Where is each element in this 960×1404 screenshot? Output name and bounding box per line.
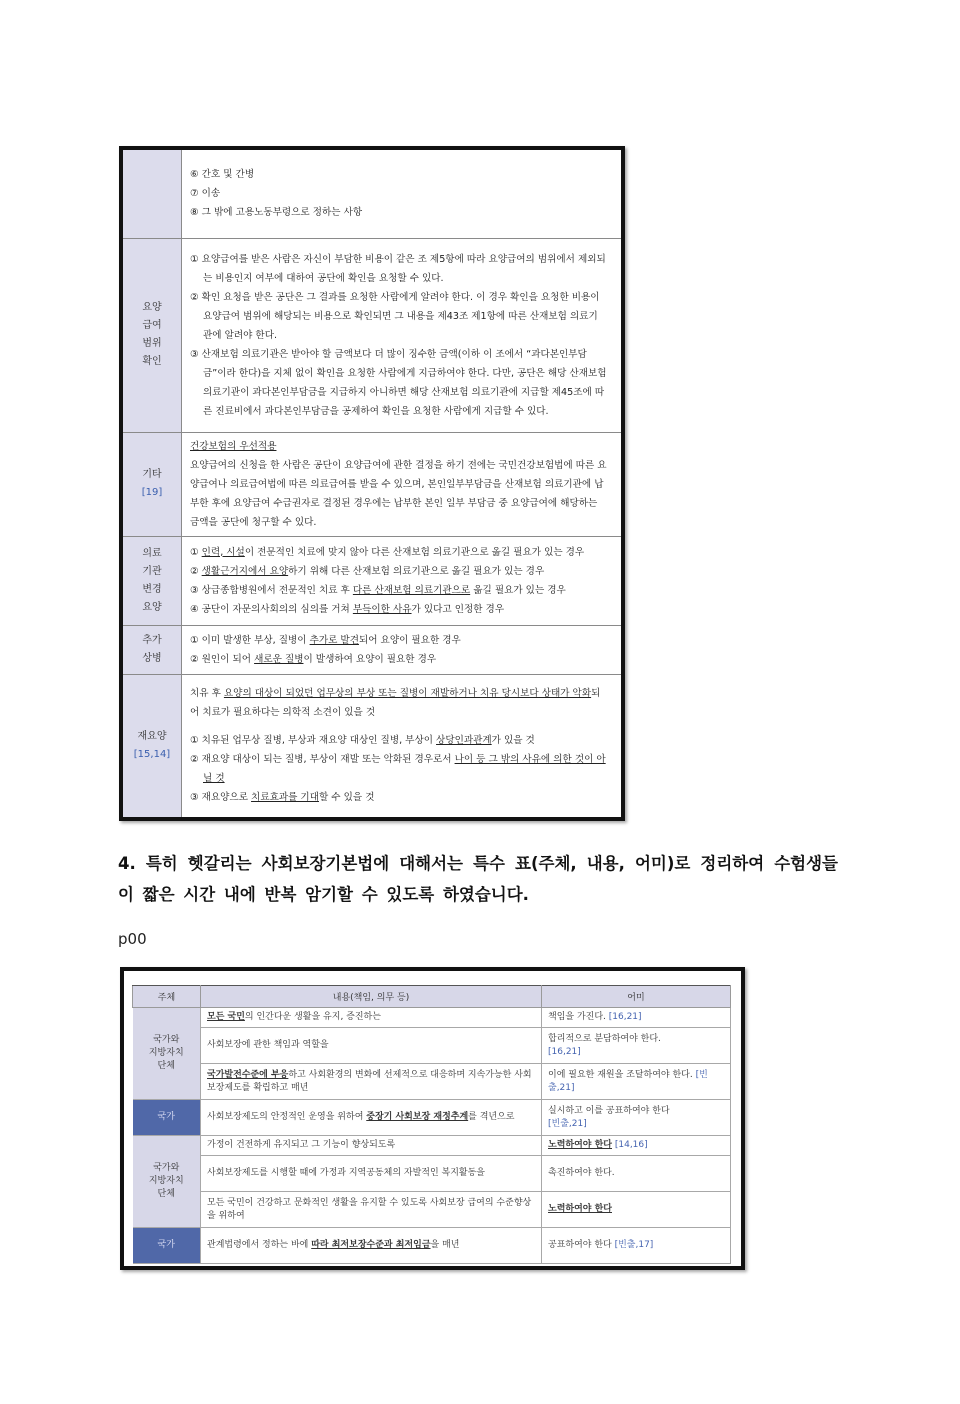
- row-label: 요양 급여 범위 확인: [123, 238, 182, 432]
- table-row: [123, 432, 621, 536]
- table-header-row: [133, 986, 731, 1008]
- ending-cell: 노력하여야 한다 [14,16]: [542, 1136, 731, 1156]
- medical-benefit-table: [123, 150, 621, 817]
- column-header: 내용(책임, 의무 등): [201, 986, 542, 1008]
- subject-cell: 국가: [133, 1228, 201, 1264]
- ending-cell: 이에 필요한 재원을 조달하여야 한다. [빈출,21]: [542, 1064, 731, 1100]
- table-row: [133, 1136, 731, 1156]
- ending-cell: 공표하여야 한다 [빈출,17]: [542, 1228, 731, 1264]
- ending-cell: 합리적으로 분담하여야 한다. [16,21]: [542, 1028, 731, 1064]
- section-heading: 건강보험의 우선적용: [190, 440, 277, 452]
- social-security-table-image: [120, 967, 745, 1270]
- table-row: [123, 625, 621, 674]
- ending-cell: 실시하고 이를 공표하여야 한다 [빈출,21]: [542, 1100, 731, 1136]
- table-row: [133, 1156, 731, 1192]
- citation: [15,14]: [133, 748, 171, 760]
- column-header: 어미: [542, 986, 731, 1008]
- row-label: 재요양 [15,14]: [123, 674, 182, 817]
- content-cell: 가정이 건전하게 유지되고 그 기능이 향상되도록: [201, 1136, 542, 1156]
- subject-content-ending-table: [132, 985, 731, 1264]
- content-cell: 국가발전수준에 부응하고 사회환경의 변화에 선제적으로 대응하며 지속가능한 사회보장제도를 확립하고 매년: [201, 1064, 542, 1100]
- table-row: [123, 150, 621, 238]
- table-row: [133, 1008, 731, 1028]
- content-cell: 사회보장제도를 시행할 때에 가정과 지역공동체의 자발적인 복지활동을: [201, 1156, 542, 1192]
- row-content: ⑥ 간호 및 간병 ⑦ 이송 ⑧ 그 밖에 고용노동부령으로 정하는 사항: [182, 150, 622, 238]
- table-row: [133, 1192, 731, 1228]
- table-row: [133, 1064, 731, 1100]
- row-content: ① 이미 발생한 부상, 질병이 추가로 발견되어 요양이 필요한 경우 ② 원인이 되어 새로운 질병이 발생하여 요양이 필요한 경우: [182, 625, 622, 674]
- row-content: ① 요양급여를 받은 사람은 자신이 부담한 비용이 같은 조 제5항에 따라 요양급여의 범위에서 제외되는 비용인지 여부에 대하여 공단에 확인을 요청할 수 있다. ② 확인 요청을 받은 공단은 그 결과를 요청한 사람에게 알려야 한다. 이 경우 확인을 요청한 비용이 요양급여 범위에 해당되는 비용으로 확인되면 그 내용을 제43조 제1항에 따른 산재보험 의료기관에 알려야 한다. ③ 산재보험 의료기관은 받아야 할 금액보다 더 많이 징수한 금액(이하 이 조에서 “과다본인부담금”이라 한다)을 지체 없이 확인을 요청한 사람에게 지급하여야 한다. 다만, 공단은 해당 산재보험 의료기관이 과다본인부담금을 지급하지 아니하면 해당 산재보험 의료기관에 지급할 제45조에 따른 진료비에서 과다본인부담금을 공제하여 확인을 요청한 사람에게 지급할 수 있다.: [182, 238, 622, 432]
- content-cell: 사회보장에 관한 책임과 역할을: [201, 1028, 542, 1064]
- content-cell: 모든 국민의 인간다운 생활을 유지, 증진하는: [201, 1008, 542, 1028]
- row-content: 건강보험의 우선적용 요양급여의 신청을 한 사람은 공단이 요양급여에 관한 결정을 하기 전에는 국민건강보험법에 따른 요양급여나 의료급여법에 따른 의료급여를 받을 수 있으며, 본인일부부담금을 산재보험 의료기관에 납부한 후에 요양급여 수급권자로 결정된 경우에는 납부한 본인 일부 부담금 중 요양급여에 해당하는 금액을 공단에 청구할 수 있다.: [182, 432, 622, 536]
- subject-cell: 국가와 지방자치 단체: [133, 1008, 201, 1100]
- column-header: 주체: [133, 986, 201, 1008]
- content-cell: 모든 국민이 건강하고 문화적인 생활을 유지할 수 있도록 사회보장 급여의 수준향상을 위하여: [201, 1192, 542, 1228]
- ending-cell: 촉진하여야 한다.: [542, 1156, 731, 1192]
- citation: [19]: [141, 487, 163, 498]
- description-paragraph: 4. 특히 헷갈리는 사회보장기본법에 대해서는 특수 표(주체, 내용, 어미)로 정리하여 수험생들이 짧은 시간 내에 반복 암기할 수 있도록 하였습니다.: [118, 854, 838, 904]
- benefit-table-image: [119, 146, 625, 821]
- table-row: [123, 238, 621, 432]
- row-label: 추가 상병: [123, 625, 182, 674]
- row-label: 의료 기관 변경 요양: [123, 536, 182, 625]
- table-row: [123, 536, 621, 625]
- table-row: [133, 1228, 731, 1264]
- row-label: 기타 [19]: [123, 432, 182, 536]
- ending-cell: 책임을 가진다. [16,21]: [542, 1008, 731, 1028]
- content-cell: 관계법령에서 정하는 바에 따라 최저보장수준과 최저임금을 매년: [201, 1228, 542, 1264]
- subject-cell: 국가와 지방자치 단체: [133, 1136, 201, 1228]
- ending-cell: 노력하여야 한다: [542, 1192, 731, 1228]
- page-marker: p00: [118, 930, 147, 948]
- subject-cell: 국가: [133, 1100, 201, 1136]
- row-content: ① 인력, 시설이 전문적인 치료에 맞지 않아 다른 산재보험 의료기관으로 옮길 필요가 있는 경우 ② 생활근거지에서 요양하기 위해 다른 산재보험 의료기관으로 옮길 필요가 있는 경우 ③ 상급종합병원에서 전문적인 치료 후 다른 산재보험 의료기관으로 옮길 필요가 있는 경우 ④ 공단이 자문의사회의의 심의를 거쳐 부득이한 사유가 있다고 인정한 경우: [182, 536, 622, 625]
- table-row: [123, 674, 621, 817]
- table-row: [133, 1028, 731, 1064]
- content-cell: 사회보장제도의 안정적인 운영을 위하여 중장기 사회보장 재정추계를 격년으로: [201, 1100, 542, 1136]
- row-content: 치유 후 요양의 대상이 되었던 업무상의 부상 또는 질병이 재발하거나 치유 당시보다 상태가 악화되어 치료가 필요하다는 의학적 소견이 있을 것 ① 치유된 업무상 질병, 부상과 재요양 대상인 질병, 부상이 상당인과관계가 있을 것 ② 재요양 대상이 되는 질병, 부상이 재발 또는 악화된 경우로서 나이 등 그 밖의 사유에 의한 것이 아닐 것 ③ 재요양으로 치료효과를 기대할 수 있을 것: [190, 688, 606, 804]
- table-row: [133, 1100, 731, 1136]
- row-label: [123, 150, 182, 238]
